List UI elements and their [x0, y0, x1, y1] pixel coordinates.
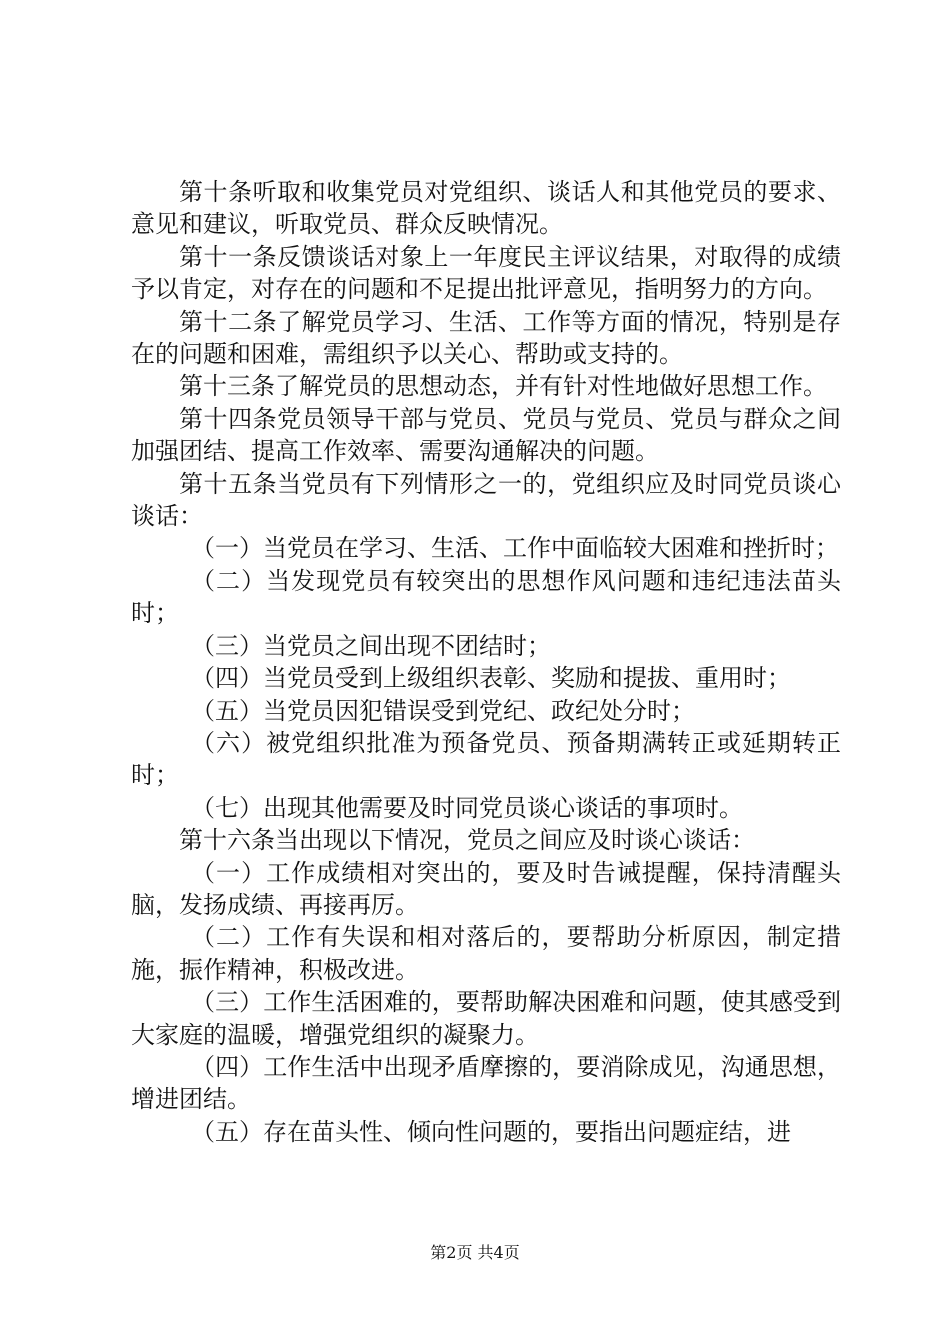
- article-15: 第十五条当党员有下列情形之一的，党组织应及时同党员谈心谈话：: [131, 469, 841, 531]
- article-15-item-5: （五）当党员因犯错误受到党纪、政纪处分时；: [191, 696, 695, 725]
- article-15-item-6: （六）被党组织批准为预备党员、预备期满转正或延期转正时；: [131, 728, 841, 790]
- article-16: 第十六条当出现以下情况，党员之间应及时谈心谈话：: [179, 826, 755, 855]
- article-13: 第十三条了解党员的思想动态，并有针对性地做好思想工作。: [179, 372, 827, 401]
- article-16-item-3: （三）工作生活困难的，要帮助解决困难和问题，使其感受到大家庭的温暖，增强党组织的凝聚力。: [131, 988, 841, 1049]
- article-16-item-5: （五）存在苗头性、倾向性问题的，要指出问题症结，进: [191, 1117, 791, 1146]
- article-16-item-1: （一）工作成绩相对突出的，要及时告诫提醒，保持清醒头脑，发扬成绩、再接再厉。: [131, 858, 841, 919]
- article-15-item-7: （七）出现其他需要及时同党员谈心谈话的事项时。: [191, 793, 743, 822]
- article-16-item-2: （二）工作有失误和相对落后的，要帮助分析原因，制定措施，振作精神，积极改进。: [131, 923, 841, 984]
- article-15-item-2: （二）当发现党员有较突出的思想作风问题和违纪违法苗头时；: [131, 566, 841, 628]
- article-10: 第十条听取和收集党员对党组织、谈话人和其他党员的要求、意见和建议，听取党员、群众反映情况。: [131, 178, 841, 239]
- article-15-item-3: （三）当党员之间出现不团结时；: [191, 631, 551, 660]
- article-15-item-1: （一）当党员在学习、生活、工作中面临较大困难和挫折时；: [191, 534, 839, 563]
- document-body: [131, 176, 841, 1148]
- article-11: 第十一条反馈谈话对象上一年度民主评议结果，对取得的成绩予以肯定，对存在的问题和不足提出批评意见，指明努力的方向。: [131, 242, 841, 304]
- article-16-item-4: （四）工作生活中出现矛盾摩擦的，要消除成见，沟通思想，增进团结。: [131, 1052, 841, 1114]
- article-12: 第十二条了解党员学习、生活、工作等方面的情况，特别是存在的问题和困难，需组织予以关心、帮助或支持的。: [131, 307, 841, 369]
- page-number-footer: 第2页 共4页: [430, 1243, 520, 1262]
- article-15-item-4: （四）当党员受到上级组织表彰、奖励和提拔、重用时；: [191, 664, 791, 693]
- article-14: 第十四条党员领导干部与党员、党员与党员、党员与群众之间加强团结、提高工作效率、需要沟通解决的问题。: [131, 404, 841, 466]
